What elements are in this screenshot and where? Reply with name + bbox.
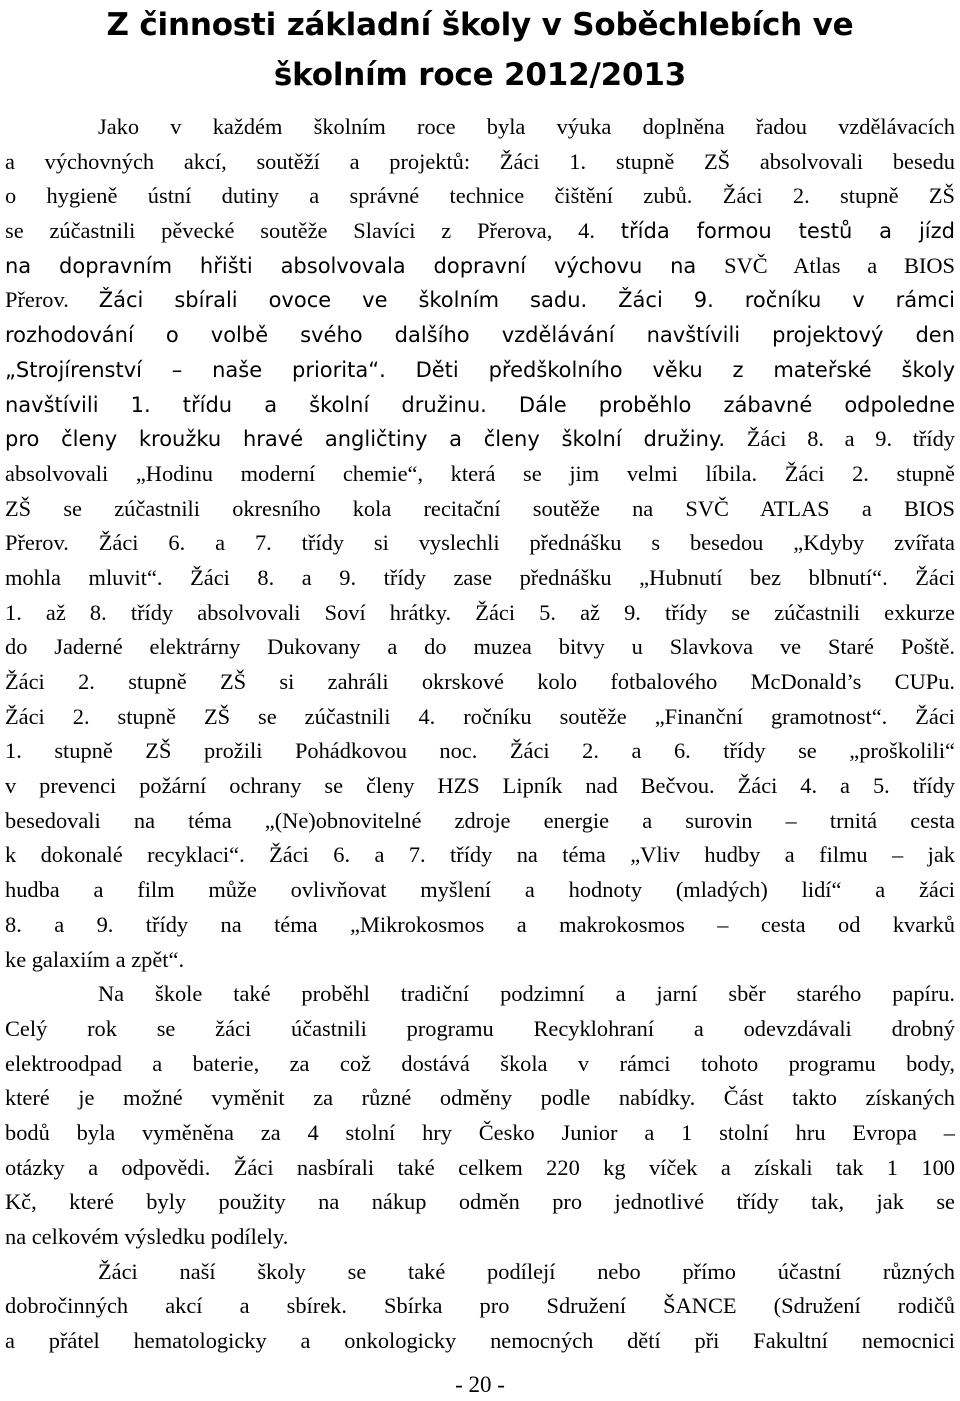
text-line — [5, 1151, 955, 1186]
text-line — [5, 457, 955, 492]
text-line — [5, 179, 955, 214]
text-line — [5, 283, 955, 318]
text-line — [5, 630, 955, 665]
text-line — [5, 734, 955, 769]
text-segment: rozhodování o volbě svého dalšího vzdělávání navštívili projektový den — [5, 323, 955, 348]
text-line — [5, 838, 955, 873]
text-segment: se zúčastnili pěvecké soutěže Slavíci z Přerova, 4. — [5, 218, 621, 244]
text-segment: k dokonalé recyklaci“. Žáci 6. a 7. třídy na téma „Vliv hudby a filmu – jak — [5, 842, 955, 868]
text-segment: na celkovém výsledku podílely. — [5, 1224, 289, 1249]
text-segment: Žáci 8. a 9. třídy — [746, 426, 955, 452]
text-segment: Žáci sbírali ovoce ve školním sadu. Žáci 9. ročníku v rámci — [98, 288, 955, 313]
text-line — [5, 388, 955, 423]
text-segment: mohla mluvit“. Žáci 8. a 9. třídy zase přednášku „Hubnutí bez blbnutí“. Žáci — [5, 564, 955, 590]
text-segment: dobročinných akcí a sbírek. Sbírka pro Sdružení ŠANCE (Sdružení rodičů — [5, 1293, 955, 1319]
text-line — [5, 1255, 955, 1290]
text-line — [5, 908, 955, 943]
text-segment: 1. až 8. třídy absolvovali Soví hrátky. Žáci 5. až 9. třídy se zúčastnili exkurze — [5, 599, 955, 625]
text-line — [5, 1047, 955, 1082]
text-segment: Jako v každém školním roce byla výuka doplněna řadou vzdělávacích — [98, 114, 955, 139]
text-segment: „Strojírenství – naše priorita“. Děti předškolního věku z mateřské školy — [5, 357, 955, 382]
text-segment: hudba a film může ovlivňovat myšlení a hodnoty (mladých) lidí“ a žáci — [5, 877, 955, 903]
text-segment: a přátel hematologicky a onkologicky nemocných dětí při Fakultní nemocnici — [5, 1328, 955, 1354]
text-line — [5, 422, 955, 457]
text-line — [5, 249, 955, 284]
page-number: - 20 - — [455, 1372, 505, 1397]
text-line — [5, 1220, 955, 1255]
text-segment: do Jaderné elektrárny Dukovany a do muzea bitvy u Slavkova ve Staré Poště. — [5, 634, 955, 660]
text-line — [5, 353, 955, 388]
text-line — [5, 596, 955, 631]
text-line — [5, 804, 955, 839]
text-segment: ke galaxiím a zpět“. — [5, 946, 185, 972]
page-title — [0, 0, 960, 100]
text-segment: absolvovali „Hodinu moderní chemie“, která se jim velmi líbila. Žáci 2. stupně — [5, 460, 955, 486]
text-segment: o hygieně ústní dutiny a správné technice čištění zubů. Žáci 2. stupně ZŠ — [5, 183, 955, 209]
title-line-2: školním roce 2012/2013 — [273, 57, 687, 93]
text-line — [5, 665, 955, 700]
text-segment: na dopravním hřišti absolvovala dopravní výchovu na — [5, 253, 725, 278]
text-segment: navštívili 1. třídu a školní družinu. Dále proběhlo zábavné odpoledne — [5, 392, 955, 417]
text-segment: Žáci 2. stupně ZŠ si zahráli okrskové kolo fotbalového McDonald’s CUPu. — [5, 669, 955, 694]
text-segment: Kč, které byly použity na nákup odměn pro jednotlivé třídy tak, jak se — [5, 1189, 955, 1215]
text-line — [5, 110, 955, 145]
text-segment: pro členy kroužku hravé angličtiny a členy školní družiny. — [5, 427, 747, 452]
text-line — [5, 492, 955, 527]
text-line — [5, 1081, 955, 1116]
text-segment: v prevenci požární ochrany se členy HZS Lipník nad Bečvou. Žáci 4. a 5. třídy — [5, 773, 955, 799]
text-segment: SVČ Atlas a BIOS — [724, 252, 956, 278]
text-line — [5, 214, 955, 249]
text-line — [5, 561, 955, 596]
text-segment: a výchovných akcí, soutěží a projektů: Žáci 1. stupně ZŠ absolvovali besedu — [5, 148, 955, 174]
text-line — [5, 1012, 955, 1047]
text-line — [5, 769, 955, 804]
article-body — [5, 110, 955, 1359]
text-line — [5, 873, 955, 908]
text-segment: bodů byla vyměněna za 4 stolní hry Česko Junior a 1 stolní hru Evropa – — [5, 1119, 955, 1145]
text-segment: ZŠ se zúčastnili okresního kola recitační soutěže na SVČ ATLAS a BIOS — [5, 495, 955, 521]
text-line — [5, 1324, 955, 1359]
text-segment: které je možné vyměnit za různé odměny podle nabídky. Část takto získaných — [5, 1085, 955, 1111]
text-line — [5, 943, 955, 978]
text-segment: Přerov. Žáci 6. a 7. třídy si vyslechli přednášku s besedou „Kdyby zvířata — [5, 530, 955, 556]
text-line — [5, 318, 955, 353]
text-line — [5, 1289, 955, 1324]
text-line — [5, 700, 955, 735]
text-segment: Na škole také proběhl tradiční podzimní a jarní sběr starého papíru. — [98, 981, 955, 1007]
text-segment: Celý rok se žáci účastnili programu Recyklohraní a odevzdávali drobný — [5, 1015, 955, 1041]
text-segment: 1. stupně ZŠ prožili Pohádkovou noc. Žáci 2. a 6. třídy se „proškolili“ — [5, 738, 955, 764]
text-segment: 8. a 9. třídy na téma „Mikrokosmos a makrokosmos – cesta od kvarků — [5, 911, 955, 937]
text-segment: Žáci 2. stupně ZŠ se zúčastnili 4. ročníku soutěže „Finanční gramotnost“. Žáci — [5, 703, 955, 729]
text-line — [5, 977, 955, 1012]
text-line — [5, 1185, 955, 1220]
text-segment: elektroodpad a baterie, za což dostává škola v rámci tohoto programu body, — [5, 1050, 955, 1076]
text-segment: otázky a odpovědi. Žáci nasbírali také celkem 220 kg víček a získali tak 1 100 — [5, 1154, 955, 1180]
text-segment: Přerov. — [5, 287, 99, 313]
text-line — [5, 145, 955, 180]
text-line — [5, 526, 955, 561]
text-segment: besedovali na téma „(Ne)obnovitelné zdroje energie a surovin – trnitá cesta — [5, 807, 955, 833]
text-line — [5, 1116, 955, 1151]
text-segment: Žáci naší školy se také podílejí nebo přímo účastní různých — [98, 1258, 955, 1284]
title-line-1: Z činnosti základní školy v Soběchlebích ve — [106, 7, 854, 43]
text-segment: třída formou testů a jízd — [620, 219, 955, 244]
